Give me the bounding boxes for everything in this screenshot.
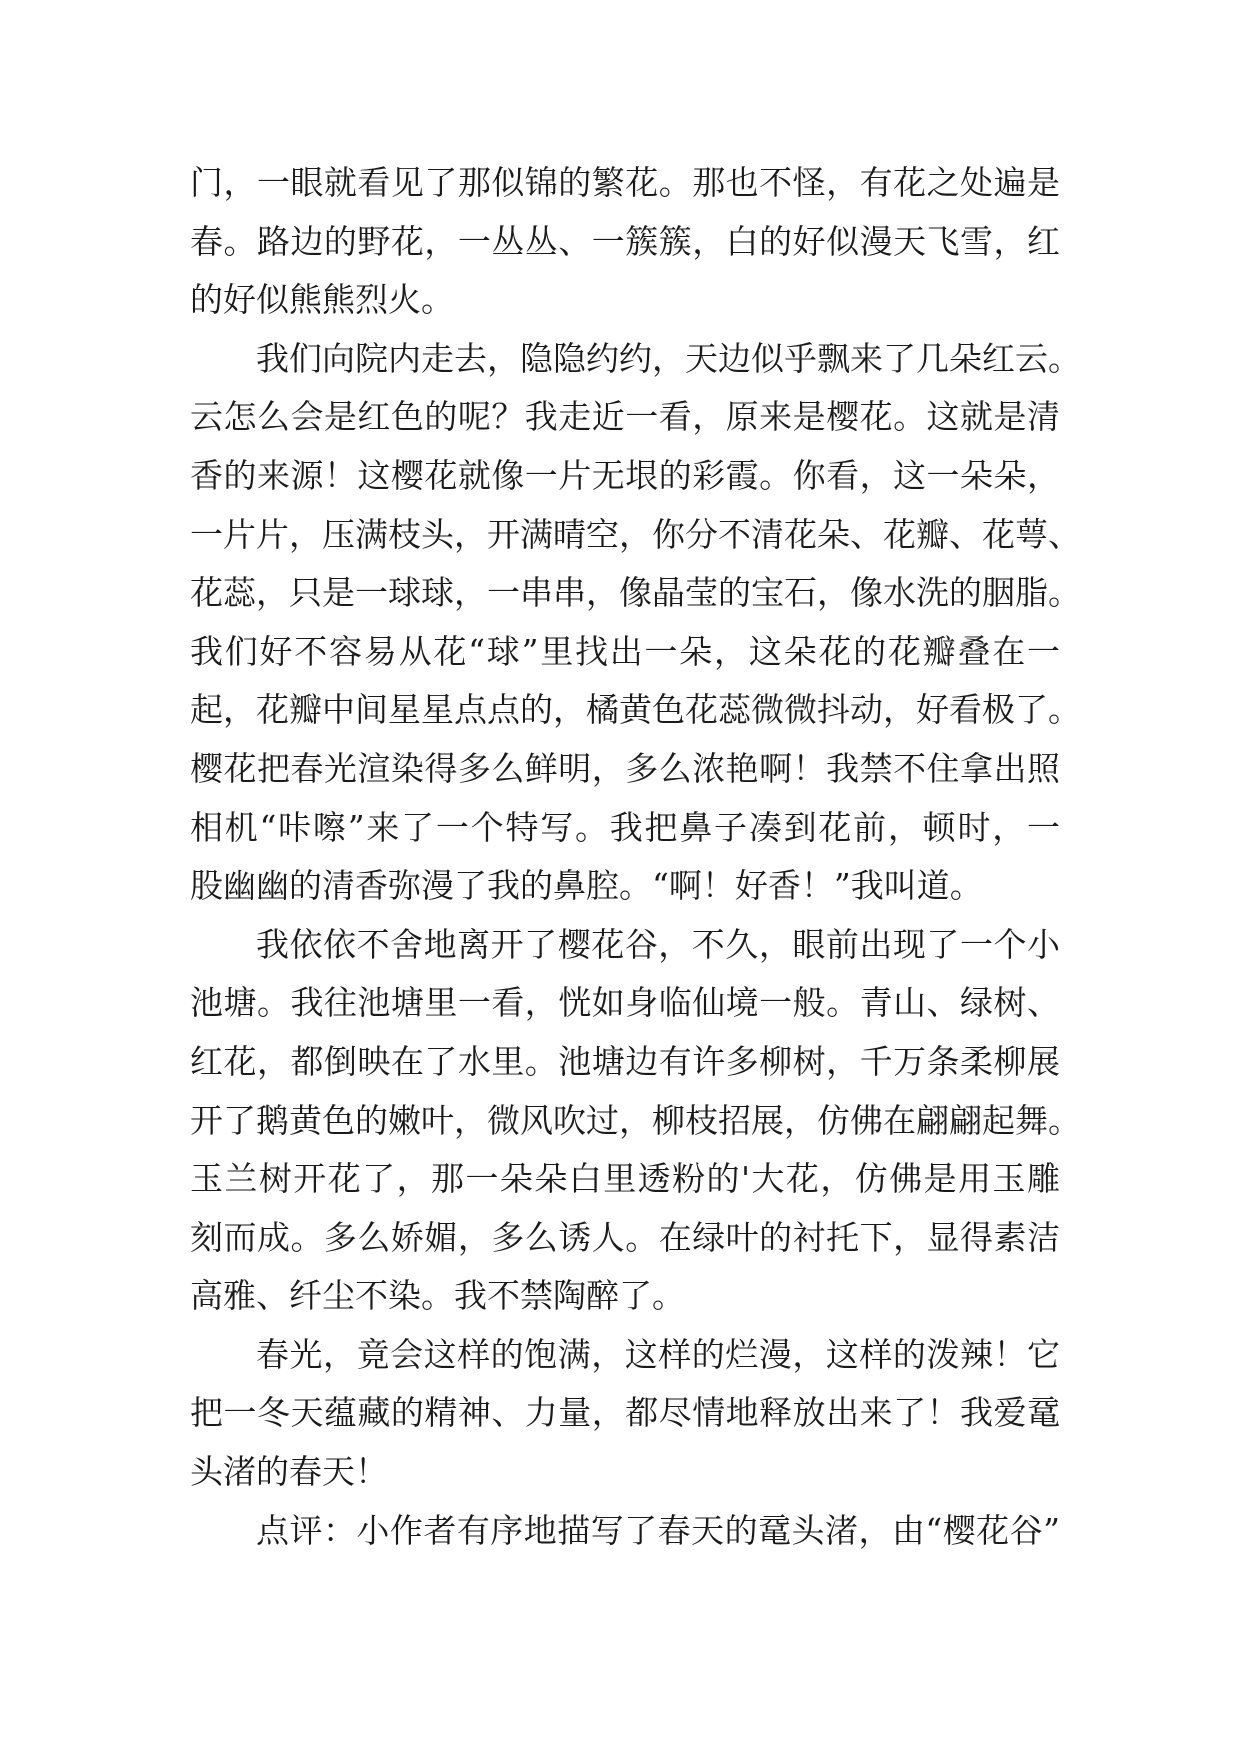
text-line: 花蕊，只是一球球，一串串，像晶莹的宝石，像水洗的胭脂。 — [190, 573, 1081, 613]
text-line: 开了鹅黄色的嫩叶，微风吹过，柳枝招展，仿佛在翩翩起舞。 — [190, 1100, 1081, 1140]
text-line: 池塘。我往池塘里一看，恍如身临仙境一般。青山、绿树、 — [190, 983, 1060, 1023]
text-line: 春光，竟会这样的饱满，这样的烂漫，这样的泼辣！它 — [256, 1334, 1060, 1374]
text-line: 股幽幽的清香弥漫了我的鼻腔。“啊！好香！”我叫道。 — [190, 866, 983, 906]
text-line: 起，花瓣中间星星点点的，橘黄色花蕊微微抖动，好看极了。 — [190, 690, 1081, 730]
text-line: 高雅、纤尘不染。我不禁陶醉了。 — [190, 1276, 685, 1316]
text-line: 刻而成。多么娇媚，多么诱人。在绿叶的衬托下，显得素洁 — [190, 1217, 1060, 1257]
text-line: 一片片，压满枝头，开满晴空，你分不清花朵、花瓣、花萼、 — [190, 514, 1081, 554]
text-line: 点评：小作者有序地描写了春天的鼋头渚，由“樱花谷” — [256, 1510, 1060, 1550]
text-line: 门，一眼就看见了那似锦的繁花。那也不怪，有花之处遍是 — [190, 163, 1060, 202]
text-line: 樱花把春光渲染得多么鲜明，多么浓艳啊！我禁不住拿出照 — [190, 748, 1060, 788]
text-line: 相机“咔嚓”来了一个特写。我把鼻子凑到花前，顿时，一 — [190, 807, 1060, 847]
text-line: 春。路边的野花，一丛丛、一簇簇，白的好似漫天飞雪，红 — [190, 221, 1060, 261]
essay-body — [190, 154, 1081, 1560]
text-line: 云怎么会是红色的呢？我走近一看，原来是樱花。这就是清 — [190, 397, 1060, 437]
text-line: 头渚的春天！ — [190, 1452, 388, 1492]
text-line: 我们好不容易从花“球”里找出一朵，这朵花的花瓣叠在一 — [190, 631, 1060, 671]
text-line: 香的来源！这樱花就像一片无垠的彩霞。你看，这一朵朵， — [190, 455, 1060, 495]
text-line: 玉兰树开花了，那一朵朵白里透粉的'大花，仿佛是用玉雕 — [190, 1159, 1060, 1199]
text-line: 红花，都倒映在了水里。池塘边有许多柳树，千万条柔柳展 — [190, 1041, 1060, 1081]
text-line: 我们向院内走去，隐隐约约，天边似乎飘来了几朵红云。 — [256, 338, 1081, 378]
text-line: 把一冬天蕴藏的精神、力量，都尽情地释放出来了！我爱鼋 — [190, 1393, 1060, 1433]
text-line: 的好似熊熊烈火。 — [190, 280, 454, 320]
text-line: 我依依不舍地离开了樱花谷，不久，眼前出现了一个小 — [256, 924, 1060, 964]
